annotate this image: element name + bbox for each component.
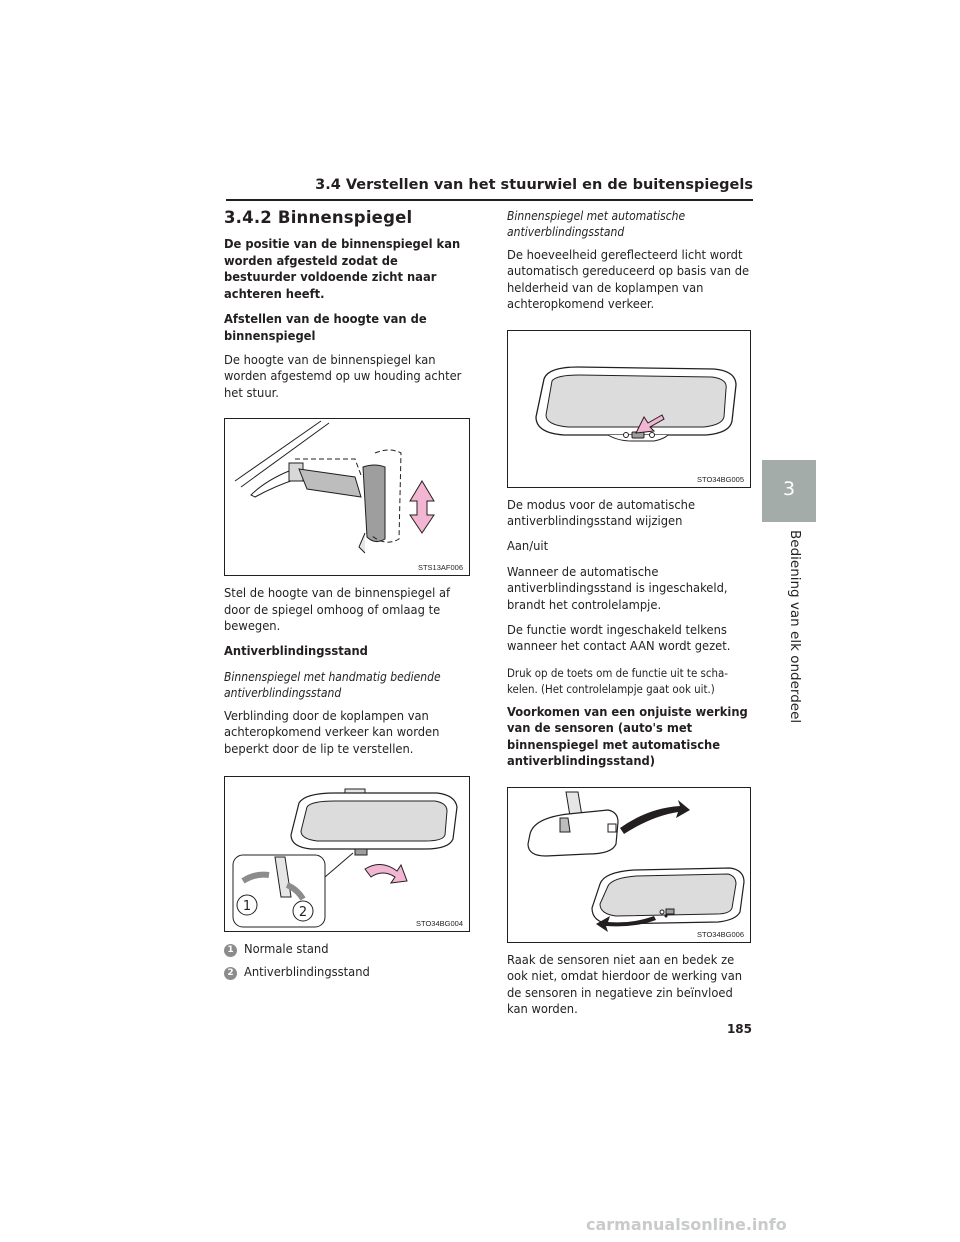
figure-code: STO34BG004 (416, 919, 463, 929)
subheading-sensors: Voorkomen van een onjuiste werking van de sensoren (auto's met binnenspiegel met automatische antiverblindingsstand) (507, 704, 748, 770)
paragraph-sensors: Raak de sensoren niet aan en bedek ze ook niet, omdat hierdoor de werking van de sensoren in negatieve zin beïnvloed kan worden. (507, 952, 743, 1018)
paragraph-onoff: Aan/uit (507, 539, 549, 555)
watermark: carmanualsonline.info (586, 1215, 787, 1234)
figure-sensors (507, 787, 751, 943)
figure-mirror-height (224, 418, 470, 576)
paragraph-mode: De modus voor de automatische antiverblindingsstand wijzigen (507, 497, 696, 530)
list-item (224, 965, 470, 981)
list-item-text: Antiverblindingsstand (244, 964, 370, 980)
paragraph-indicator: Wanneer de automatische antiverblindingsstand is ingeschakeld, brandt het controlelampje. (507, 564, 728, 613)
sensors-illustration (508, 788, 750, 942)
paragraph-ignition: De functie wordt ingeschakeld telkens wanneer het contact AAN wordt gezet. (507, 623, 731, 655)
figure-code: STO34BG006 (697, 929, 744, 939)
running-header: 3.4 Verstellen van het stuurwiel en de buitenspiegels (315, 177, 753, 193)
paragraph-press-button: Druk op de toets om de functie uit te scha-kelen. (Het controlelampje gaat ook uit.) (507, 665, 728, 696)
lead-paragraph: De positie van de binnenspiegel kan worden afgesteld zodat de bestuurder voldoende zicht naar achteren heeft. (224, 237, 461, 302)
number-badge: 2 (224, 967, 237, 980)
figure-code: STO34BG005 (697, 474, 744, 484)
left-column (224, 208, 470, 987)
subheading-height: Afstellen van de hoogte van de binnenspiegel (224, 312, 427, 344)
paragraph-reflected-light: De hoeveelheid gereflecteerd licht wordt automatisch gereduceerd op basis van de helderheid van de koplampen van achteropkomend verkeer. (507, 248, 750, 313)
manual-antiglare-illustration (225, 777, 469, 931)
header-rule (226, 199, 753, 201)
number-badge: 1 (224, 944, 237, 957)
paragraph-glare: Verblinding door de koplampen van achteropkomend verkeer kan worden beperkt door de lip te verstellen. (224, 708, 440, 757)
paragraph-adjust: Stel de hoogte van de binnenspiegel af door de spiegel omhoog of omlaag te bewegen. (224, 586, 451, 635)
figure-callout-2: 2 (298, 905, 308, 921)
section-title: 3.4.2 Binnenspiegel (224, 208, 413, 227)
chapter-label-text: Bediening van elk onderdeel (787, 530, 803, 724)
list-item (224, 942, 470, 958)
italic-auto-antiglare: Binnenspiegel met automatische antiverblindingsstand (507, 209, 686, 239)
italic-manual-antiglare: Binnenspiegel met handmatig bediende antiverblindingsstand (224, 669, 441, 700)
figure-callout-1: 1 (242, 899, 252, 915)
figure-code: STS13AF006 (417, 563, 463, 573)
mirror-height-illustration (225, 419, 469, 575)
figure-manual-antiglare (224, 776, 470, 932)
figure-auto-antiglare (507, 330, 751, 488)
subheading-antiglare: Antiverblindingsstand (224, 644, 368, 660)
chapter-number: 3 (782, 478, 796, 500)
list-item-text: Normale stand (244, 942, 329, 958)
right-column (507, 208, 753, 1028)
chapter-tab (762, 460, 816, 522)
page-number: 185 (726, 1022, 752, 1036)
auto-antiglare-illustration (508, 331, 750, 487)
chapter-label (787, 530, 805, 724)
paragraph-height: De hoogte van de binnenspiegel kan worden afgestemd op uw houding achter het stuur. (224, 353, 462, 401)
